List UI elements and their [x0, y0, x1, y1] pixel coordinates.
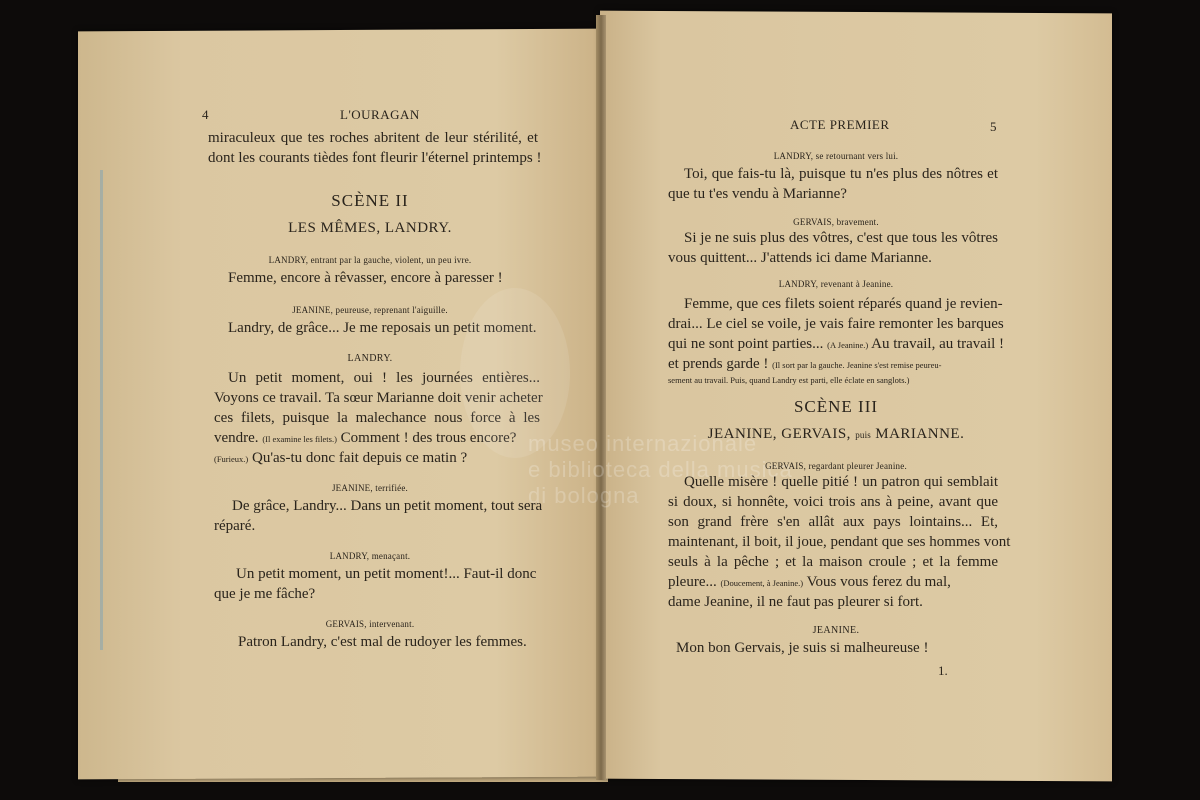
dialogue-line: Un petit moment, un petit moment!... Faut-il donc [236, 566, 537, 582]
dialogue-line: que tu t'es vendu à Marianne? [668, 186, 847, 202]
stage-direction: sement au travail. Puis, quand Landry est parti, elle éclate en sanglots.) [668, 375, 910, 385]
running-head-right: ACTE PREMIER [790, 117, 890, 132]
page-edge-stain [100, 170, 103, 650]
text-line: miraculeux que tes roches abritent de leur stérilité, et [208, 130, 538, 146]
speaker-direction: JEANINE, terrifiée. [331, 483, 409, 493]
stage-direction: (A Jeanine.) [827, 340, 869, 350]
cast-names: MARIANNE. [875, 426, 965, 442]
speaker-direction: LANDRY, se retournant vers lui. [773, 151, 899, 161]
scene-cast [666, 424, 1006, 446]
speaker-direction: JEANINE, peureuse, reprenant l'aiguille. [292, 305, 448, 315]
dialogue-line: Landry, de grâce... Je me reposais un petit moment. [228, 320, 537, 336]
speaker-name: LANDRY. [347, 353, 393, 364]
cast-names: JEANINE, GERVAIS, [707, 426, 851, 442]
dialogue-line: Toi, que fais-tu là, puisque tu n'es plus des nôtres et [684, 166, 998, 182]
dialogue-fragment: pleure... [668, 574, 717, 590]
dialogue-line: seuls à la pêche ; et la maison croule ; et la femme [668, 554, 998, 570]
page-number-left: 4 [202, 107, 209, 122]
dialogue-line: Un petit moment, oui ! les journées entières... [228, 370, 540, 386]
dialogue-line: réparé. [214, 518, 256, 534]
dialogue-line: vous quittent... J'attends ici dame Marianne. [668, 250, 932, 266]
scene-title: SCÈNE II [331, 191, 409, 210]
speaker-direction: GERVAIS, bravement. [793, 217, 879, 227]
dialogue-fragment: Comment ! des trous encore? [340, 430, 517, 446]
watermark-text: e biblioteca della musica [528, 457, 793, 482]
dialogue-line: ces filets, puisque la malechance nous force à les [214, 410, 540, 426]
dialogue-line: Voyons ce travail. Ta sœur Marianne doit venir acheter [214, 390, 543, 406]
dialogue-line: que je me fâche? [214, 586, 316, 602]
cast-connector: puis [855, 430, 871, 440]
dialogue-line: dame Jeanine, il ne faut pas pleurer si fort. [668, 594, 923, 610]
dialogue-fragment: qui ne sont point parties... [668, 336, 824, 352]
speaker-direction: LANDRY, revenant à Jeanine. [778, 279, 894, 289]
book-gutter [596, 15, 606, 780]
dialogue-fragment: Au travail, au travail ! [871, 336, 1005, 352]
dialogue-line [668, 572, 951, 594]
dialogue-line [214, 428, 516, 450]
speaker-name: JEANINE. [812, 625, 860, 636]
dialogue-line: si doux, si honnête, voici trois ans à peine, avant que [668, 494, 998, 510]
stage-direction: (Il sort par la gauche. Jeanine s'est remise peureu- [772, 360, 942, 370]
dialogue-fragment: et prends garde ! [668, 356, 769, 372]
dialogue-fragment: Qu'as-tu donc fait depuis ce matin ? [251, 450, 468, 466]
dialogue-line: drai... Le ciel se voile, je vais faire remonter les barques [668, 316, 1004, 332]
signature-mark: 1. [938, 663, 948, 678]
dialogue-fragment: vendre. [214, 430, 259, 446]
watermark-text: museo internazionale [528, 431, 758, 456]
page-number-right: 5 [990, 119, 997, 134]
dialogue-line: maintenant, il boit, il joue, pendant que ses hommes vont [668, 534, 1011, 550]
speaker-direction: GERVAIS, intervenant. [325, 619, 415, 629]
dialogue-line: De grâce, Landry... Dans un petit moment, tout sera [232, 498, 543, 514]
dialogue-line: son grand frère s'en allât aux pays lointains... Et, [668, 514, 998, 530]
dialogue-fragment: Vous vous ferez du mal, [806, 574, 951, 590]
watermark-text: di bologna [528, 483, 640, 508]
scene-title: SCÈNE III [793, 397, 879, 416]
stage-direction: (Il examine les filets.) [262, 434, 337, 444]
dialogue-line: Femme, que ces filets soient réparés quand je revien- [684, 296, 1003, 312]
dialogue-line: Mon bon Gervais, je suis si malheureuse ! [676, 640, 929, 656]
speaker-direction: LANDRY, entrant par la gauche, violent, un peu ivre. [268, 255, 472, 265]
dialogue-line: Patron Landry, c'est mal de rudoyer les femmes. [238, 634, 527, 650]
dialogue-line: Femme, encore à rêvasser, encore à paresser ! [228, 270, 503, 286]
stage-direction: (Doucement, à Jeanine.) [720, 578, 804, 588]
dialogue-line: Quelle misère ! quelle pitié ! un patron qui semblait [684, 474, 998, 490]
running-head-left: L'OURAGAN [340, 107, 420, 122]
scene-cast: LES MÊMES, LANDRY. [288, 220, 452, 236]
dialogue-line: Si je ne suis plus des vôtres, c'est que tous les vôtres [684, 230, 998, 246]
dialogue-line [214, 448, 467, 470]
speaker-direction: LANDRY, menaçant. [329, 551, 411, 561]
dialogue-line [668, 334, 1004, 356]
speaker-direction: GERVAIS, regardant pleurer Jeanine. [765, 461, 907, 471]
text-line: dont les courants tièdes font fleurir l'éternel printemps ! [208, 150, 542, 166]
stage-direction: (Furieux.) [214, 454, 249, 464]
